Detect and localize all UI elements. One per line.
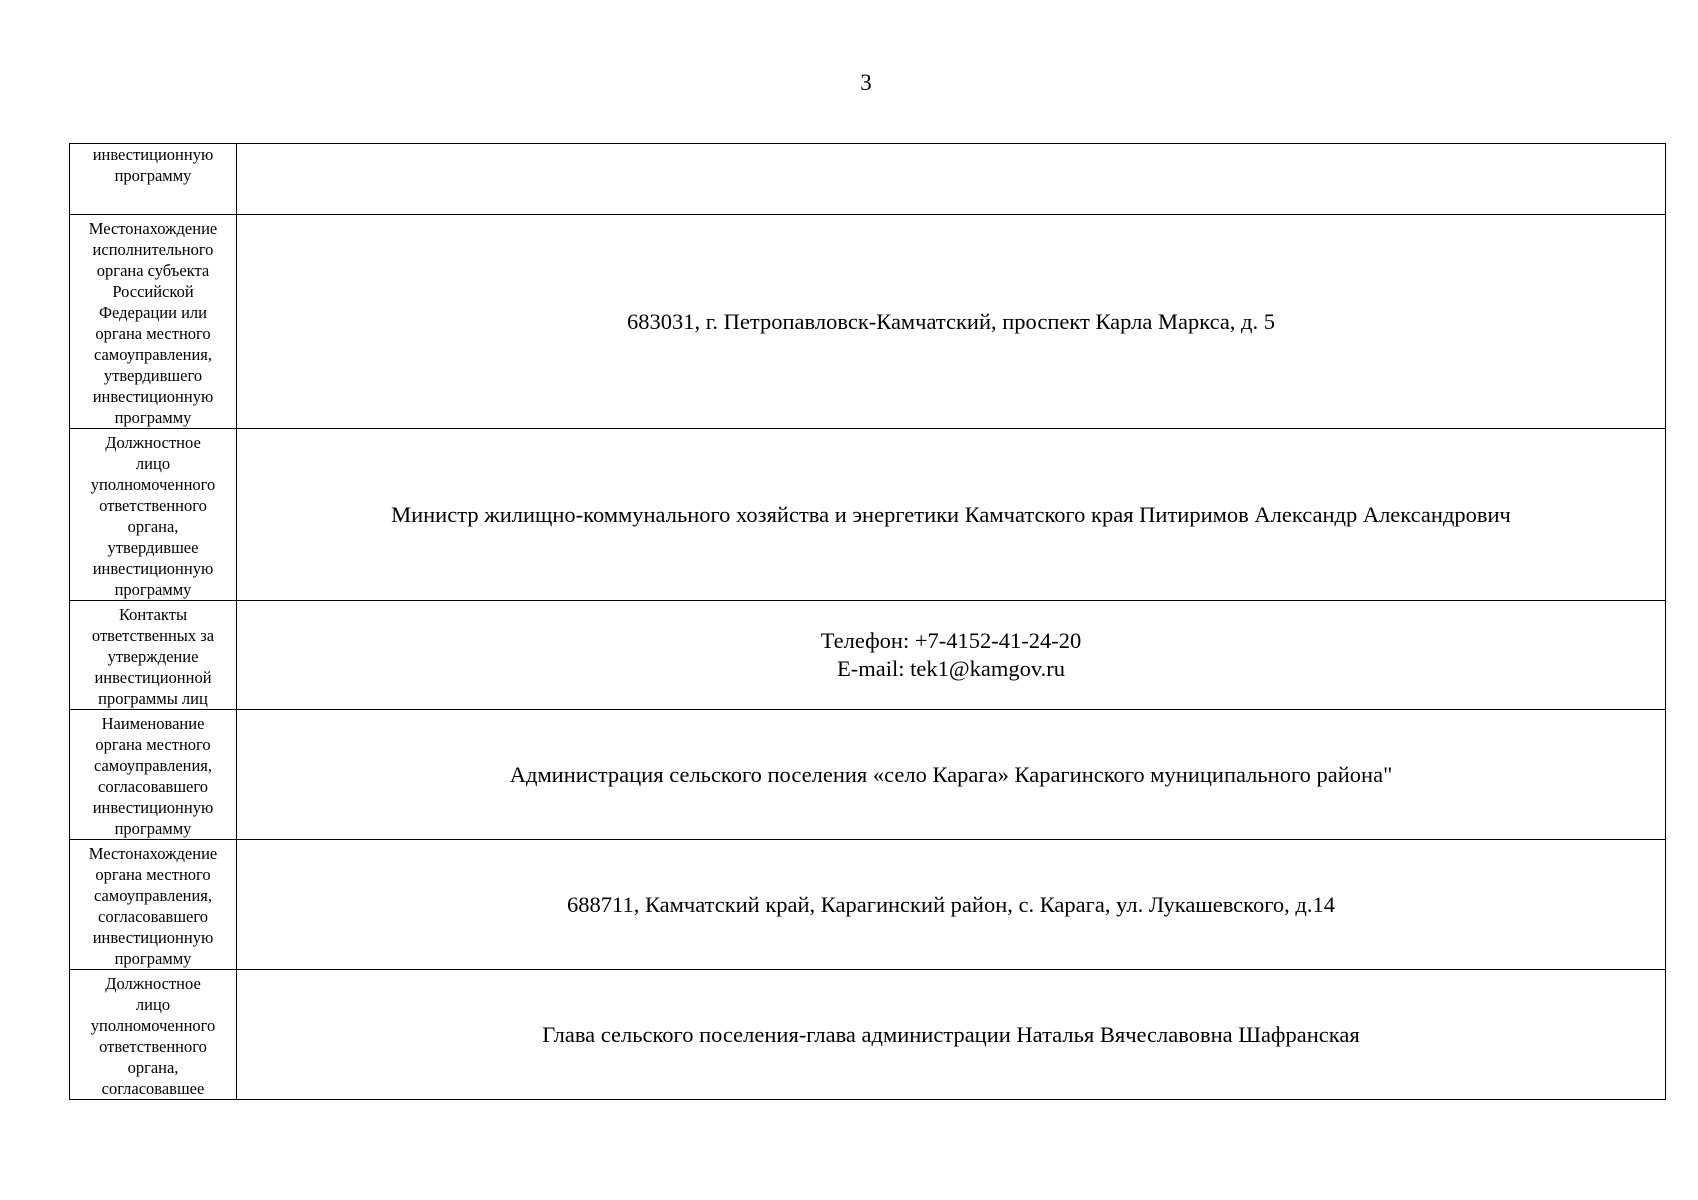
row-label: Контакты ответственных за утверждение инвестиционной программы лиц — [91, 605, 215, 708]
row-value: Глава сельского поселения-глава администрации Наталья Вячеславовна Шафранская — [542, 1021, 1360, 1047]
row-label: инвестиционную программу — [92, 145, 214, 185]
row-label: Наименование органа местного самоуправления, согласовавшего инвестиционную программу — [92, 714, 214, 838]
table-row — [70, 144, 1666, 215]
investment-program-table — [69, 143, 1666, 1100]
row-value-cell — [237, 970, 1666, 1100]
row-value: 688711, Камчатский край, Карагинский район, с. Карага, ул. Лукашевского, д.14 — [567, 891, 1335, 917]
row-label-cell — [70, 710, 237, 840]
table-row — [70, 710, 1666, 840]
row-value-cell — [237, 710, 1666, 840]
row-label-cell — [70, 601, 237, 710]
row-value: Администрация сельского поселения «село Карага» Карагинского муниципального района" — [509, 761, 1393, 787]
row-label: Местонахождение исполнительного органа субъекта Российской Федерации или органа местного самоуправления, утвердившего инвестиционную программу — [88, 219, 218, 427]
row-label-cell — [70, 215, 237, 429]
row-value: 683031, г. Петропавловск-Камчатский, проспект Карла Маркса, д. 5 — [626, 308, 1276, 334]
page-number: 3 — [860, 70, 872, 95]
table-row — [70, 970, 1666, 1100]
table-row — [70, 429, 1666, 601]
row-value-cell — [237, 601, 1666, 710]
row-label-cell — [70, 970, 237, 1100]
row-value: Телефон: +7-4152-41-24-20 E-mail: tek1@kamgov.ru — [820, 628, 1082, 681]
row-value-cell — [237, 840, 1666, 970]
row-label: Должностное лицо уполномоченного ответственного органа, согласовавшее — [90, 974, 216, 1098]
row-label: Должностное лицо уполномоченного ответственного органа, утвердившее инвестиционную программу — [90, 433, 216, 599]
table-row — [70, 215, 1666, 429]
row-value-cell — [237, 144, 1666, 215]
row-label-cell — [70, 144, 237, 215]
table-row — [70, 840, 1666, 970]
row-value-cell — [237, 429, 1666, 601]
row-value-cell — [237, 215, 1666, 429]
row-label-cell — [70, 840, 237, 970]
row-label: Местонахождение органа местного самоуправления, согласовавшего инвестиционную программу — [88, 844, 218, 968]
row-value: Министр жилищно-коммунального хозяйства и энергетики Камчатского края Питиримов Александр Александрович — [391, 501, 1511, 527]
row-label-cell — [70, 429, 237, 601]
table-row — [70, 601, 1666, 710]
